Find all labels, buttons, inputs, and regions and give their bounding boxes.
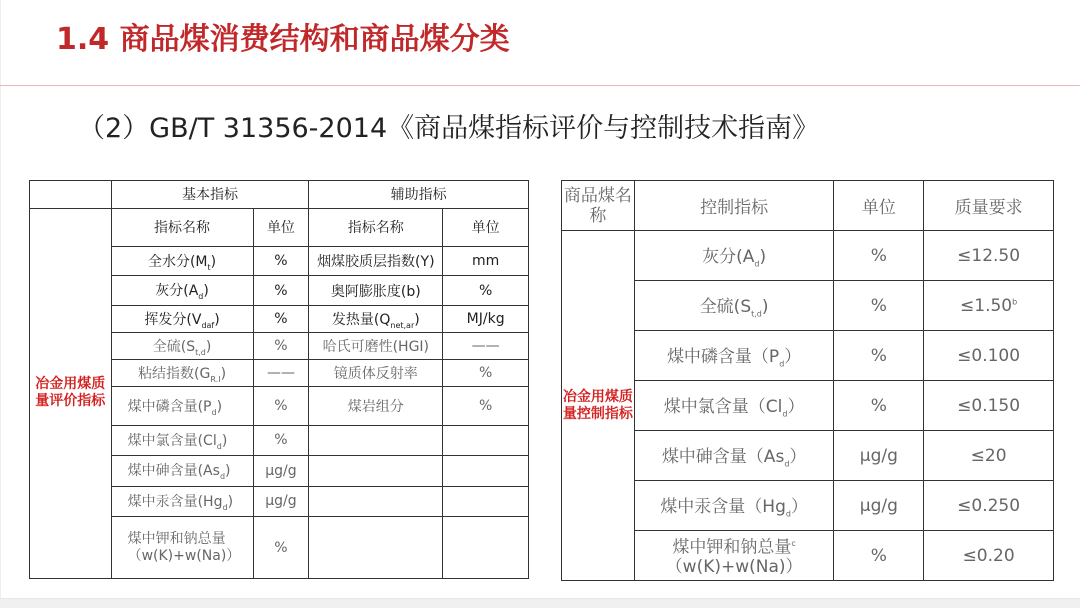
basic-index-name: 灰分$(A_d)$ [111,276,253,306]
aux-index-name: 镜质体反射率 [309,360,443,387]
empty-cell [309,517,443,579]
basic-index-unit: % [253,387,309,426]
unit-cell: % [834,231,924,281]
aux-index-unit: MJ/kg [443,306,529,333]
aux-index-name: 发热量$(Q_{net,ar})$ [309,306,443,333]
basic-index-unit: % [253,332,309,360]
empty-cell [443,455,529,486]
category-header: 商品煤名称 [562,181,635,231]
control-index-name: 灰分$(A_d)$ [634,231,834,281]
aux-index-unit: —— [443,332,529,360]
control-index-name: 煤中砷含量$(As_d)$ [634,431,834,481]
basic-index-name: 煤中氯含量$(Cl_d)$ [111,426,253,456]
basic-index-unit: % [253,517,309,579]
col-unit2-header: 单位 [443,208,529,246]
left-edge [0,0,1,607]
basic-index-unit: % [253,306,309,333]
requirement-cell: ≤0.250 [924,481,1054,531]
group-basic-header: 基本指标 [111,181,309,209]
unit-cell: μg/g [834,431,924,481]
empty-cell [309,486,443,517]
requirement-cell: ≤12.50 [924,231,1054,281]
table-row [562,431,1054,481]
basic-index-unit: μg/g [253,455,309,486]
table-row [562,481,1054,531]
table-row [562,381,1054,431]
control-index-header: 控制指标 [634,181,834,231]
basic-index-name: 煤中砷含量$(As_d)$ [111,455,253,486]
control-index-name: 煤中汞含量$(Hg_d)$ [634,481,834,531]
col-name-header: 指标名称 [111,208,253,246]
basic-index-name: 挥发分$(V_{daf})$ [111,306,253,333]
table-row [562,331,1054,381]
basic-index-name: 粘结指数$(G_{R.I})$ [111,360,253,387]
aux-index-name: 奥阿膨胀度(b) [309,276,443,306]
aux-index-name: 烟煤胶质层指数(Y) [309,246,443,276]
requirement-cell: ≤20 [924,431,1054,481]
basic-index-name: 煤中汞含量$(Hg_d)$ [111,486,253,517]
requirement-cell: ≤0.100 [924,331,1054,381]
basic-index-unit: —— [253,360,309,387]
requirement-cell: ≤1.50$^b$ [924,281,1054,331]
unit-cell: % [834,331,924,381]
basic-index-name: 煤中磷含量$(P_d)$ [111,387,253,426]
unit-cell: % [834,281,924,331]
aux-index-unit: mm [443,246,529,276]
row-group-label [562,231,635,581]
control-index-name: 全硫$(S_{t,d})$ [634,281,834,331]
aux-index-unit: % [443,276,529,306]
row-group-label-text: 冶金用煤质量控制指标 [562,388,633,422]
control-index-name: 煤中磷含量$(P_d)$ [634,331,834,381]
slide-subtitle: （2）GB/T 31356-2014《商品煤指标评价与控制技术指南》 [78,113,820,144]
aux-index-unit: % [443,360,529,387]
control-index-table [561,180,1054,581]
corner-cell [30,181,112,209]
unit-cell: μg/g [834,481,924,531]
control-index-name: 煤中氯含量$(Cl_d)$ [634,381,834,431]
basic-index-name: 煤中钾和钠总量 （w(K)+w(Na)） [111,517,253,579]
group-aux-header: 辅助指标 [309,181,529,209]
basic-index-unit: % [253,246,309,276]
basic-index-unit: % [253,426,309,456]
col-unit-header: 单位 [253,208,309,246]
col-name2-header: 指标名称 [309,208,443,246]
basic-index-unit: % [253,276,309,306]
row-group-label-text: 冶金用煤质量评价指标 [35,376,106,410]
basic-index-name: 全硫$(S_{t,d})$ [111,332,253,360]
unit-cell: % [834,381,924,431]
unit-header: 单位 [834,181,924,231]
basic-index-name: 全水分$(M_t)$ [111,246,253,276]
requirement-header: 质量要求 [924,181,1054,231]
aux-index-unit: % [443,387,529,426]
control-index-name: 煤中钾和钠总量$^c$ （w(K)+w(Na)） [634,531,834,581]
empty-cell [443,517,529,579]
requirement-cell: ≤0.150 [924,381,1054,431]
row-group-label [30,208,112,578]
table-row [562,281,1054,331]
requirement-cell: ≤0.20 [924,531,1054,581]
unit-cell: % [834,531,924,581]
empty-cell [309,426,443,456]
table-row [562,231,1054,281]
title-divider [0,85,1080,86]
empty-cell [309,455,443,486]
aux-index-name: 煤岩组分 [309,387,443,426]
empty-cell [443,486,529,517]
basic-index-unit: μg/g [253,486,309,517]
table-row [562,531,1054,581]
empty-cell [443,426,529,456]
evaluation-index-table [29,180,529,579]
slide-title: 1.4 商品煤消费结构和商品煤分类 [56,22,510,57]
aux-index-name: 哈氏可磨性(HGI) [309,332,443,360]
